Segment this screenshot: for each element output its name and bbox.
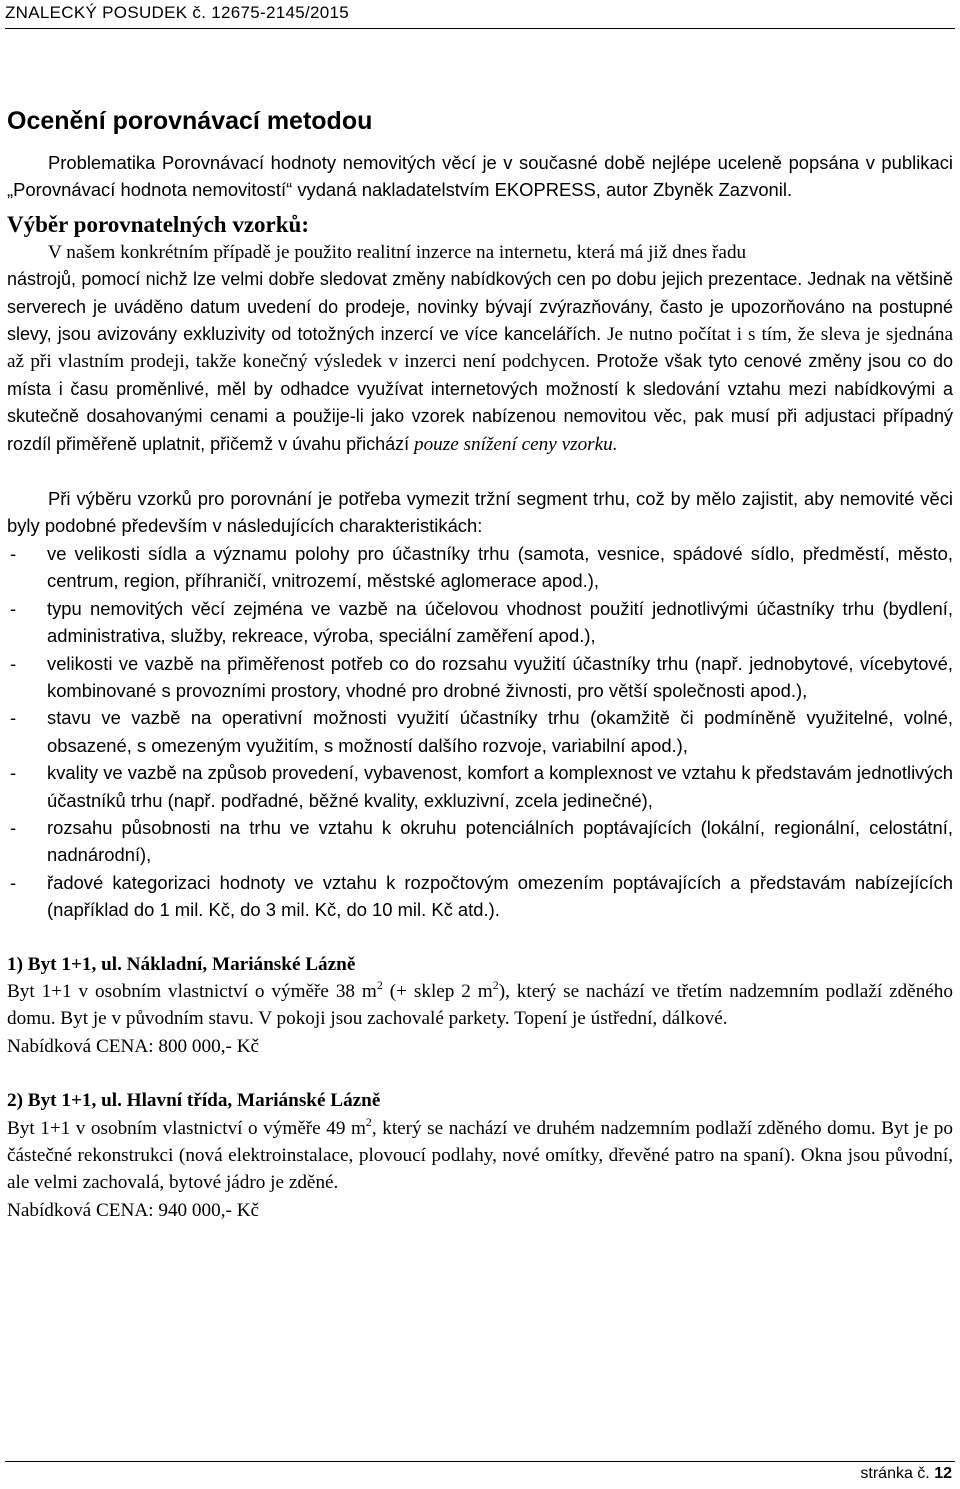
samples-heading: Výběr porovnatelných vzorků: [7, 211, 309, 237]
document-body [7, 106, 953, 1224]
list-item [7, 595, 953, 650]
offer-2-sup-a: 2 [365, 1114, 372, 1129]
dash-marker: - [10, 762, 17, 784]
offer-1-desc-c: ), který se nachází ve třetím nadzemním podlaží zděného domu. Byt je v původním stavu. V pokoji jsou zachovalé parkety. Topení je ústřední, dálkové. [7, 980, 953, 1030]
samples-paragraph [7, 239, 953, 458]
offer-1-desc-a: Byt 1+1 v osobním vlastnictví o výměře 38 m [7, 980, 377, 1002]
samples-text-1: V našem konkrétním případě je použito realitní inzerce na internetu, která má již dnes řadu [48, 241, 747, 263]
offer-1-desc-b: (+ sklep 2 m [382, 980, 493, 1002]
offer-1-sup-b: 2 [492, 977, 499, 992]
list-item [7, 650, 953, 705]
offer-2-description [7, 1115, 953, 1197]
samples-italic: pouze snížení ceny vzorku. [413, 433, 618, 455]
offer-1-title-a: 1) Byt 1+1, ul. [7, 953, 122, 975]
samples-text-6: Protože však tyto cenové změny jsou co do místa i času proměnlivé, měl by odhadce využívat internetových možností k sledování vztahu mezi nabídkovými a skutečně dosahovanými cenami a použije-li jako vzorek nabízenou nemovitou věc, pak musí při adjustaci případný rozdíl přiměřeně uplatnit, přičemž v úvahu přichází [7, 351, 954, 454]
offer-1-price: Nabídková CENA: 800 000,- Kč [7, 1035, 260, 1057]
criteria-text: ve velikosti sídla a významu polohy pro účastníky trhu (samota, vesnice, spádové sídlo, předměstí, město, centrum, region, příhraničí, vnitrozemí, městské aglomerace apod.), [47, 542, 953, 592]
samples-text-4: často je upozorňováno na postupné slevy, jsou avizovány exkluzivity od totožných inzercí ve více kancelářích. [7, 296, 954, 345]
dash-marker: - [10, 597, 17, 619]
offer-1-sup-a: 2 [376, 977, 383, 992]
dash-marker: - [10, 816, 17, 838]
header-divider [5, 28, 955, 29]
samples-text-2: nástrojů, pomocí nichž lze velmi dobře sledovat změny nabídkových cen po dobu jejich prezentace. [7, 269, 803, 290]
criteria-text: typu nemovitých věcí zejména ve vazbě na účelovou vhodnost použití jednotlivými účastníky trhu (bydlení, administrativa, služby, rekreace, výroba, speciální zaměření apod.), [47, 597, 953, 647]
paragraph-gap [7, 458, 953, 485]
list-item [7, 869, 953, 924]
footer-divider [5, 1461, 955, 1462]
dash-marker: - [10, 542, 17, 564]
dash-marker: - [10, 707, 17, 729]
samples-text-5: Je nutno počítat i s tím, že sleva je sjednána až při vlastním prodeji, takže konečný výsledek v inzerci není podchycen. [7, 324, 953, 373]
dash-marker: - [10, 652, 17, 674]
offer-2-title-a: 2) Byt 1+1, ul. [7, 1090, 122, 1112]
criteria-intro: Při výběru vzorků pro porovnání je potřeba vymezit tržní segment trhu, což by mělo zajistit, aby nemovité věci byly podobné především v následujících charakteristikách: [7, 488, 953, 537]
criteria-text: řadové kategorizaci hodnoty ve vztahu k rozpočtovým omezením poptávajících a představám nabízejících (například do 1 mil. Kč, do 3 mil. Kč, do 10 mil. Kč atd.). [47, 871, 953, 921]
offer-1-description [7, 978, 953, 1033]
section-title: Ocenění porovnávací metodou [7, 107, 373, 135]
criteria-text: kvality ve vazbě na způsob provedení, vybavenost, komfort a komplexnost ve vztahu k představám jednotlivých účastníků trhu (např. podřadné, běžné kvality, exkluzivní, zcela jedinečné), [47, 762, 953, 811]
list-item [7, 814, 953, 869]
list-item [7, 540, 953, 595]
intro-paragraph: Problematika Porovnávací hodnoty nemovitých věcí je v současné době nejlépe uceleně popsána v publikaci „Porovnávací hodnota nemovitostí“ vydaná nakladatelstvím EKOPRESS, autor Zbyněk Zazvonil. [7, 152, 953, 201]
document-header: ZNALECKÝ POSUDEK č. 12675-2145/2015 [5, 3, 350, 22]
offer-2-title-b: Hlavní třída, Mariánské Lázně [126, 1090, 381, 1112]
page-number: 12 [934, 1465, 952, 1482]
offer-1-title-b: Nákladní, Mariánské Lázně [126, 953, 356, 975]
samples-text-3: Jednak na většině serverech je uváděno datum uvedení do prodeje, novinky bývají zvýrazňovány, [7, 269, 954, 317]
dash-marker: - [10, 871, 17, 893]
offer-2-desc-c: , který se nachází ve druhém nadzemním podlaží zděného domu. Byt je po částečné rekonstrukci (nová elektroinstalace, plovoucí podlahy, nové omítky, dřevěné patro na spaní). Okna jsou původní, ale velmi zachovalá, bytové jádro je zděné. [7, 1117, 953, 1194]
offer-2-desc-a: Byt 1+1 v osobním vlastnictví o výměře 49 m [7, 1117, 366, 1139]
criteria-list [7, 540, 953, 924]
criteria-text: stavu ve vazbě na operativní možnosti využití účastníky trhu (okamžitě či podmíněně využitelné, volné, obsazené, s omezeným využitím, s možností dalšího rozvoje, variabilní apod.), [47, 707, 953, 756]
offer-2-price: Nabídková CENA: 940 000,- Kč [7, 1199, 260, 1221]
criteria-text: rozsahu působnosti na trhu ve vztahu k okruhu potenciálních poptávajících (lokální, regionální, celostátní, nadnárodní), [47, 816, 953, 866]
page-label: stránka č. [860, 1465, 930, 1482]
offer-1-title [7, 951, 953, 978]
offer-2-title [7, 1087, 953, 1114]
list-item [7, 759, 953, 814]
list-item [7, 704, 953, 759]
page-footer [860, 1465, 952, 1483]
criteria-text: velikosti ve vazbě na přiměřenost potřeb co do rozsahu využití účastníky trhu (např. jednobytové, vícebytové, kombinované s provozními prostory, vhodné pro drobné živnosti, pro větší společnosti apod.), [47, 652, 953, 701]
